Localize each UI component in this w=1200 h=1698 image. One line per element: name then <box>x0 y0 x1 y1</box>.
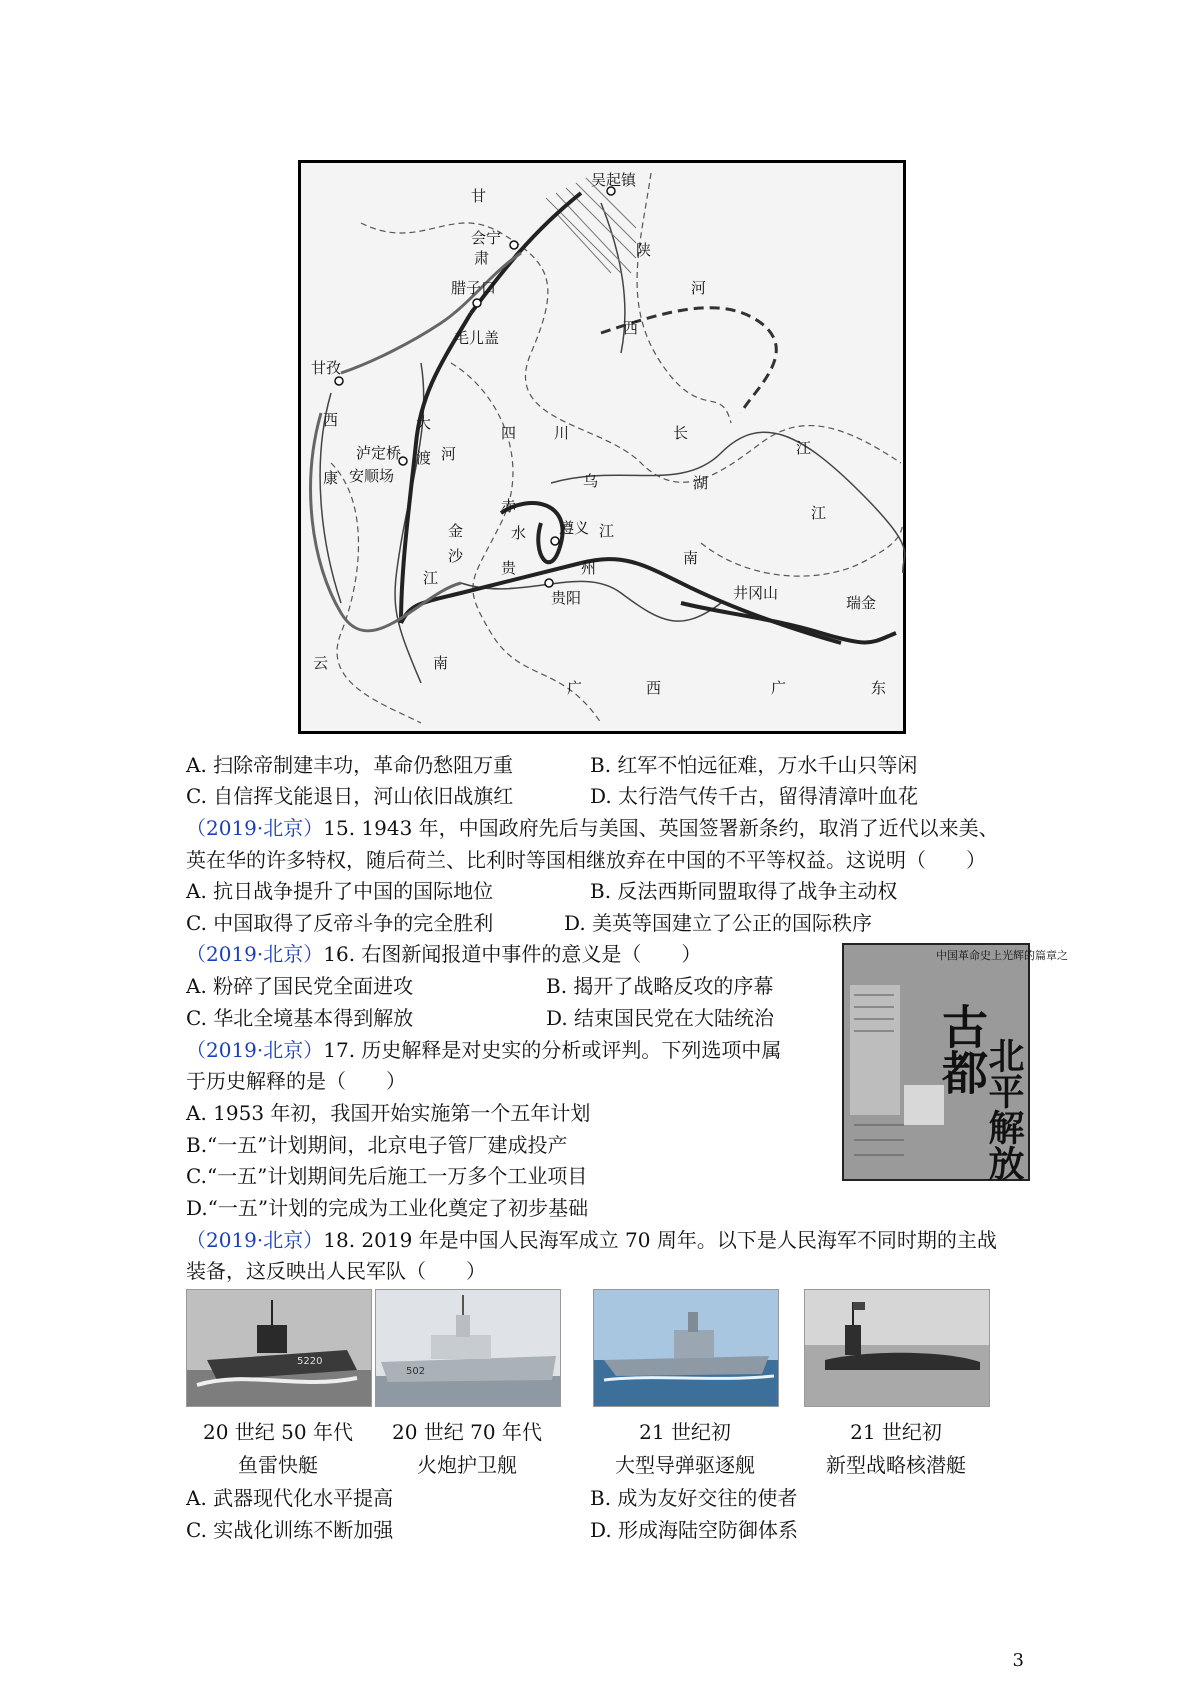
q15-option-d: D. 美英等国建立了公正的国际秩序 <box>564 911 873 935</box>
q18-stem-line2: 装备，这反映出人民军队（ ） <box>186 1259 486 1283</box>
hull-number: 502 <box>406 1366 426 1377</box>
q15-text: 15. 1943 年，中国政府先后与美国、英国签署新条约，取消了近代以来美、 <box>323 816 999 840</box>
q17-option-d: D.“一五”计划的完成为工业化奠定了初步基础 <box>186 1196 589 1220</box>
map-label: 长 <box>673 424 689 442</box>
photo-caption-name: 新型战略核潜艇 <box>826 1453 966 1477</box>
photo-caption-era: 21 世纪初 <box>639 1420 731 1444</box>
q16-option-d: D. 结束国民党在大陆统治 <box>546 1006 775 1030</box>
q18-option-d: D. 形成海陆空防御体系 <box>590 1518 799 1542</box>
q15-stem-line2: 英在华的许多特权，随后荷兰、比利时等国相继放弃在中国的不平等权益。这说明（ ） <box>186 848 986 872</box>
q17-source: （2019·北京） <box>186 1038 324 1062</box>
q15-option-b: B. 反法西斯同盟取得了战争主动权 <box>590 879 898 903</box>
q16-source: （2019·北京） <box>186 942 324 966</box>
map-label: 江 <box>423 569 439 587</box>
gunboat-frigate-photo <box>375 1289 561 1407</box>
q14-option-a: A. 扫除帝制建丰功，革命仍愁阻万重 <box>186 753 514 777</box>
map-label: 腊子口 <box>451 279 497 297</box>
q16-stem <box>186 940 701 968</box>
map-label: 西 <box>646 679 662 697</box>
map-label: 西 <box>323 411 339 429</box>
map-label: 贵 <box>501 559 517 577</box>
map-label: 瑞金 <box>846 594 877 612</box>
map-label: 赤 <box>501 497 517 515</box>
q18-option-b: B. 成为友好交往的使者 <box>590 1486 798 1510</box>
q18-option-a: A. 武器现代化水平提高 <box>186 1486 394 1510</box>
nuclear-submarine-photo <box>804 1289 990 1407</box>
q16-option-c: C. 华北全境基本得到解放 <box>186 1006 414 1030</box>
destroyer-photo <box>593 1289 779 1407</box>
map-drawing <box>301 163 903 731</box>
photo-caption-name: 鱼雷快艇 <box>238 1453 318 1477</box>
map-label: 井冈山 <box>733 584 779 602</box>
q15-stem-line1 <box>186 814 999 842</box>
map-label: 遵义 <box>559 519 590 537</box>
q17-option-b: B.“一五”计划期间，北京电子管厂建成投产 <box>186 1133 568 1157</box>
q17-stem-line2: 于历史解释的是（ ） <box>186 1069 406 1093</box>
map-label: 沙 <box>448 547 464 565</box>
map-label: 金 <box>448 522 464 540</box>
q16-option-b: B. 揭开了战略反攻的序幕 <box>546 974 774 998</box>
map-label: 州 <box>581 559 597 577</box>
q17-stem-line1 <box>186 1036 781 1064</box>
q18-text: 18. 2019 年是中国人民海军成立 70 周年。以下是人民海军不同时期的主战 <box>323 1228 997 1252</box>
map-label: 江 <box>811 504 827 522</box>
map-label: 湖 <box>693 474 709 492</box>
map-label: 江 <box>796 439 812 457</box>
q15-option-a: A. 抗日战争提升了中国的国际地位 <box>186 879 494 903</box>
map-label: 甘孜 <box>311 359 342 377</box>
map-label: 肃 <box>474 249 490 267</box>
q17-text: 17. 历史解释是对史实的分析或评判。下列选项中属 <box>323 1038 782 1062</box>
map-label: 西 <box>623 319 639 337</box>
photo-caption-era: 20 世纪 50 年代 <box>203 1420 353 1444</box>
news-top-line: 中国革命史上光辉的篇章之 <box>936 949 1068 962</box>
photo-caption-name: 大型导弹驱逐舰 <box>615 1453 755 1477</box>
map-label: 广 <box>567 679 583 697</box>
q18-source: （2019·北京） <box>186 1228 324 1252</box>
map-label: 会宁 <box>471 229 502 247</box>
q18-option-c: C. 实战化训练不断加强 <box>186 1518 394 1542</box>
photo-caption-era: 20 世纪 70 年代 <box>392 1420 542 1444</box>
map-label: 河 <box>691 279 707 297</box>
q15-source: （2019·北京） <box>186 816 324 840</box>
map-label: 甘 <box>471 187 487 205</box>
q14-option-b: B. 红军不怕远征难，万水千山只等闲 <box>590 753 918 777</box>
news-clipping-image <box>842 943 1068 1181</box>
news-headline-2: 北平解放 <box>983 1037 1025 1181</box>
q18-stem-line1 <box>186 1226 997 1254</box>
map-label: 贵阳 <box>551 589 582 607</box>
map-label: 河 <box>441 445 457 463</box>
long-march-map <box>298 160 906 734</box>
news-headline-1: 古都 <box>935 1003 989 1095</box>
map-label: 四 <box>501 424 517 442</box>
map-label: 东 <box>871 679 887 697</box>
map-label: 江 <box>599 522 615 540</box>
map-label: 南 <box>683 549 699 567</box>
q14-option-c: C. 自信挥戈能退日，河山依旧战旗红 <box>186 784 514 808</box>
map-label: 泸定桥 <box>356 444 402 462</box>
map-label: 水 <box>511 524 527 542</box>
map-label: 渡 <box>416 449 432 467</box>
page-number: 3 <box>1012 1650 1024 1671</box>
photo-caption-name: 火炮护卫舰 <box>417 1453 517 1477</box>
map-label: 广 <box>771 679 787 697</box>
q17-option-a: A. 1953 年初，我国开始实施第一个五年计划 <box>186 1101 591 1125</box>
q16-option-a: A. 粉碎了国民党全面进攻 <box>186 974 414 998</box>
map-label: 陕 <box>636 241 652 259</box>
hull-number: 5220 <box>297 1356 323 1367</box>
map-label: 吴起镇 <box>591 171 637 189</box>
map-label: 云 <box>313 654 329 672</box>
photo-caption-era: 21 世纪初 <box>850 1420 942 1444</box>
map-label: 乌 <box>583 472 599 490</box>
map-label: 康 <box>323 469 339 487</box>
map-label: 大 <box>416 414 432 432</box>
map-label: 安顺场 <box>349 467 395 485</box>
map-label: 南 <box>433 654 449 672</box>
torpedo-boat-photo <box>186 1289 372 1407</box>
q14-option-d: D. 太行浩气传千古，留得清漳叶血花 <box>590 784 919 808</box>
map-label: 毛儿盖 <box>454 329 500 347</box>
map-label: 川 <box>554 424 570 442</box>
q15-option-c: C. 中国取得了反帝斗争的完全胜利 <box>186 911 494 935</box>
q17-option-c: C.“一五”计划期间先后施工一万多个工业项目 <box>186 1164 588 1188</box>
q16-text: 16. 右图新闻报道中事件的意义是（ ） <box>323 942 702 966</box>
